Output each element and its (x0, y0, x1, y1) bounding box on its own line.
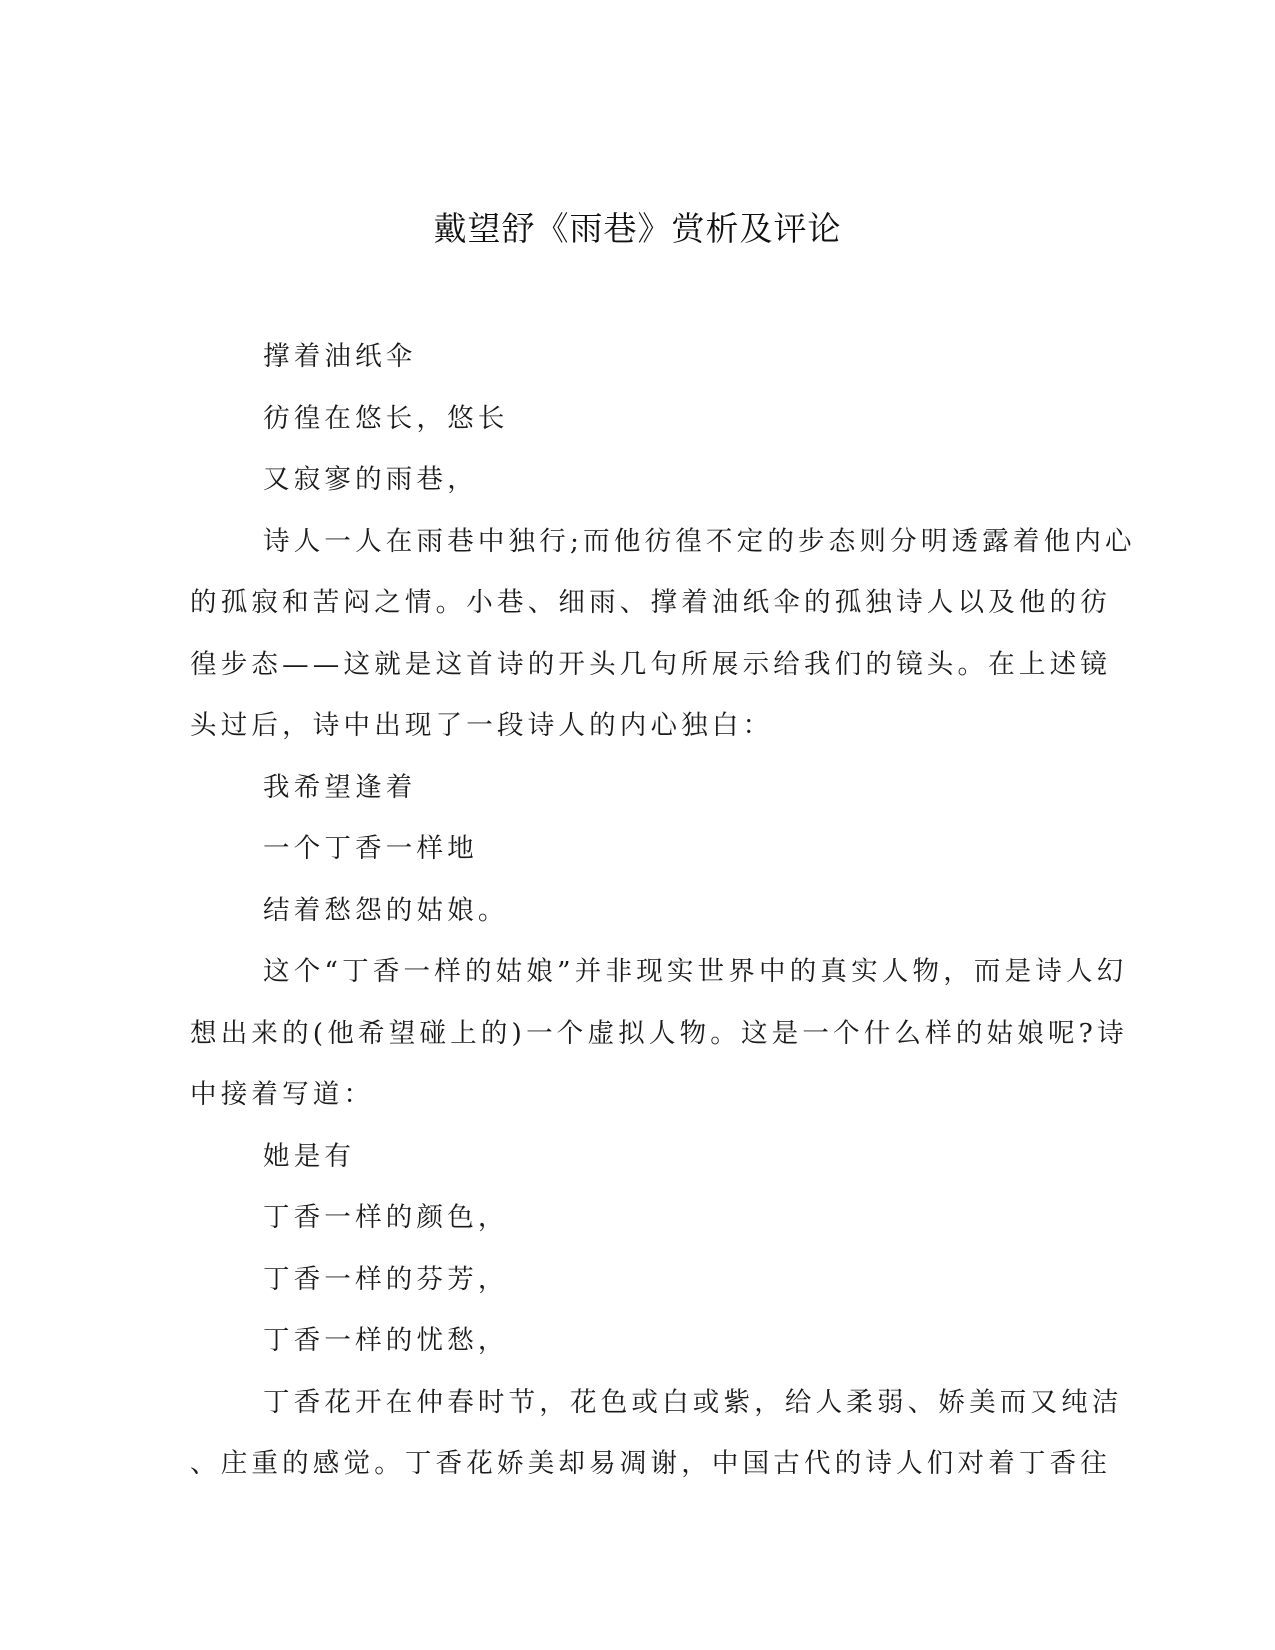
text-line: 她是有 (263, 1140, 356, 1172)
text-line: 、庄重的感觉。丁香花娇美却易凋谢，中国古代的诗人们对着丁香往 (190, 1448, 1111, 1479)
text-line: 徨步态——这就是这首诗的开头几句所展示给我们的镜头。在上述镜 (190, 648, 1111, 680)
text-line: 想出来的(他希望碰上的)一个虚拟人物。这是一个什么样的姑娘呢?诗 (190, 1017, 1128, 1049)
text-line: 头过后，诗中出现了一段诗人的内心独白： (190, 710, 774, 741)
text-line: 这个“丁香一样的姑娘”并非现实世界中的真实人物，而是诗人幻 (263, 956, 1128, 987)
text-line: 结着愁怨的姑娘。 (263, 894, 509, 926)
text-line: 丁香一样的颜色， (263, 1202, 509, 1233)
document-body (190, 326, 1136, 1495)
text-line: 一个丁香一样地 (263, 833, 478, 864)
text-line: 丁香一样的忧愁， (263, 1325, 509, 1356)
text-line: 丁香一样的芬芳， (263, 1263, 509, 1295)
text-line: 的孤寂和苦闷之情。小巷、细雨、撑着油纸伞的孤独诗人以及他的彷 (190, 587, 1111, 618)
text-line: 中接着写道： (190, 1079, 375, 1110)
text-line: 我希望逢着 (263, 771, 417, 803)
document-title: 戴望舒《雨巷》赏析及评论 (433, 209, 842, 248)
text-line: 丁香花开在仲春时节，花色或白或紫，给人柔弱、娇美而又纯洁 (263, 1386, 1123, 1418)
text-line: 又寂寥的雨巷， (263, 464, 478, 495)
text-line: 诗人一人在雨巷中独行;而他彷徨不定的步态则分明透露着他内心 (263, 525, 1136, 557)
text-line: 撑着油纸伞 (263, 341, 417, 372)
text-line: 彷徨在悠长，悠长 (263, 402, 509, 434)
